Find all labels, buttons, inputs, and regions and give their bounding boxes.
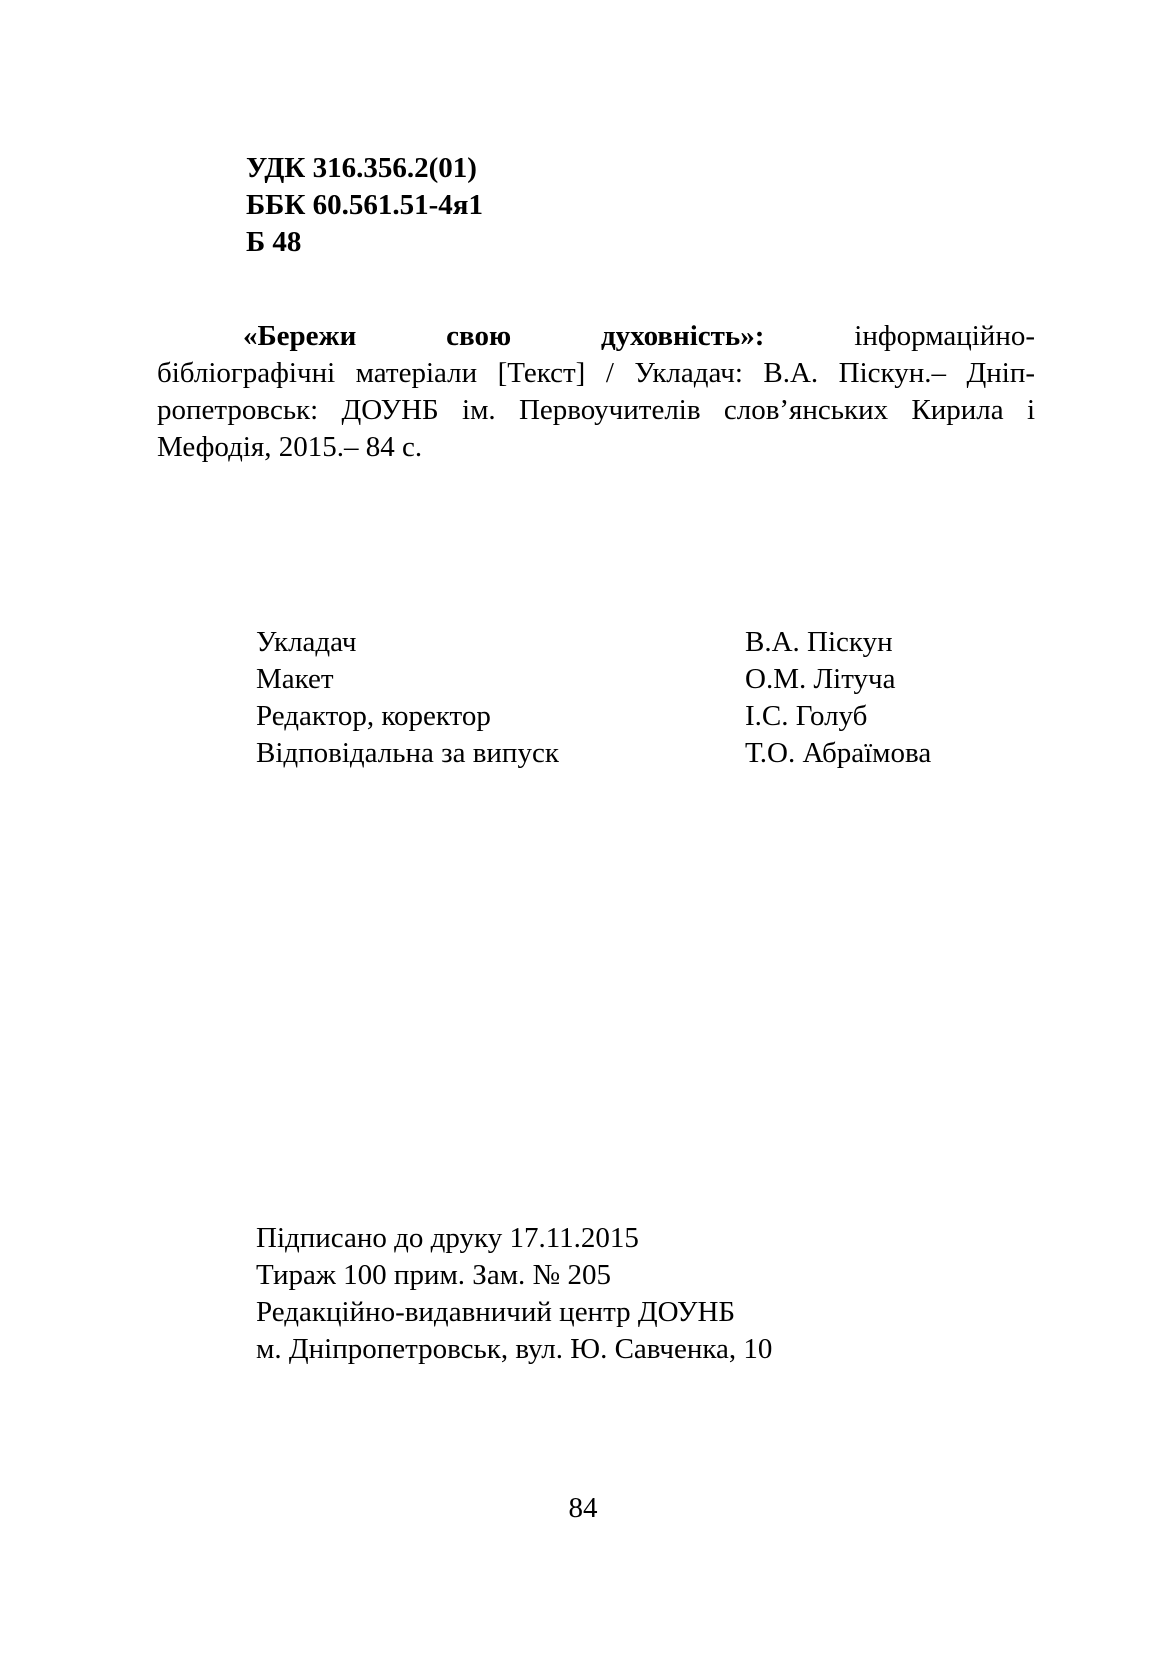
imprint-print-run: Тираж 100 прим. Зам. № 205 <box>256 1259 611 1291</box>
credit-row <box>256 698 1016 735</box>
credit-row <box>256 624 1016 661</box>
bib-line-1 <box>157 318 1035 355</box>
credit-name: І.С. Голуб <box>745 700 868 732</box>
credit-role: Редактор, коректор <box>256 700 491 732</box>
credit-row <box>256 661 1016 698</box>
imprint-print-date: Підписано до друку 17.11.2015 <box>256 1222 639 1254</box>
author-sign-code: Б 48 <box>246 226 302 258</box>
bib-line-2: бібліографічні матеріали [Текст] / Укладач: В.А. Піскун.– Дніп- <box>157 357 1035 389</box>
credit-role: Відповідальна за випуск <box>256 737 559 769</box>
credit-role: Макет <box>256 663 334 695</box>
page-number: 84 <box>568 1492 598 1524</box>
imprint-info <box>256 1220 772 1368</box>
imprint-publisher: Редакційно-видавничий центр ДОУНБ <box>256 1296 736 1328</box>
bib-line-3: ропетровськ: ДОУНБ ім. Первоучителів слов’янських Кирила і <box>157 394 1035 426</box>
bbk-code: ББК 60.561.51-4я1 <box>246 189 483 221</box>
imprint-address: м. Дніпропетровськ, вул. Ю. Савченка, 10 <box>256 1333 773 1365</box>
classification-codes <box>246 150 483 261</box>
credit-role: Укладач <box>256 626 357 658</box>
credit-name: О.М. Літуча <box>745 663 896 695</box>
credits-list <box>256 624 1016 772</box>
credit-name: В.А. Піскун <box>745 626 893 658</box>
udc-code: УДК 316.356.2(01) <box>246 152 477 184</box>
bibliographic-record <box>157 318 1035 466</box>
bib-line-4: Мефодія, 2015.– 84 с. <box>157 431 423 463</box>
bib-line-1-rest: інформаційно- <box>854 320 1036 352</box>
credit-name: Т.О. Абраїмова <box>745 737 932 769</box>
bib-title: «Бережи свою духовність»: <box>243 320 765 352</box>
credit-row <box>256 735 1016 772</box>
